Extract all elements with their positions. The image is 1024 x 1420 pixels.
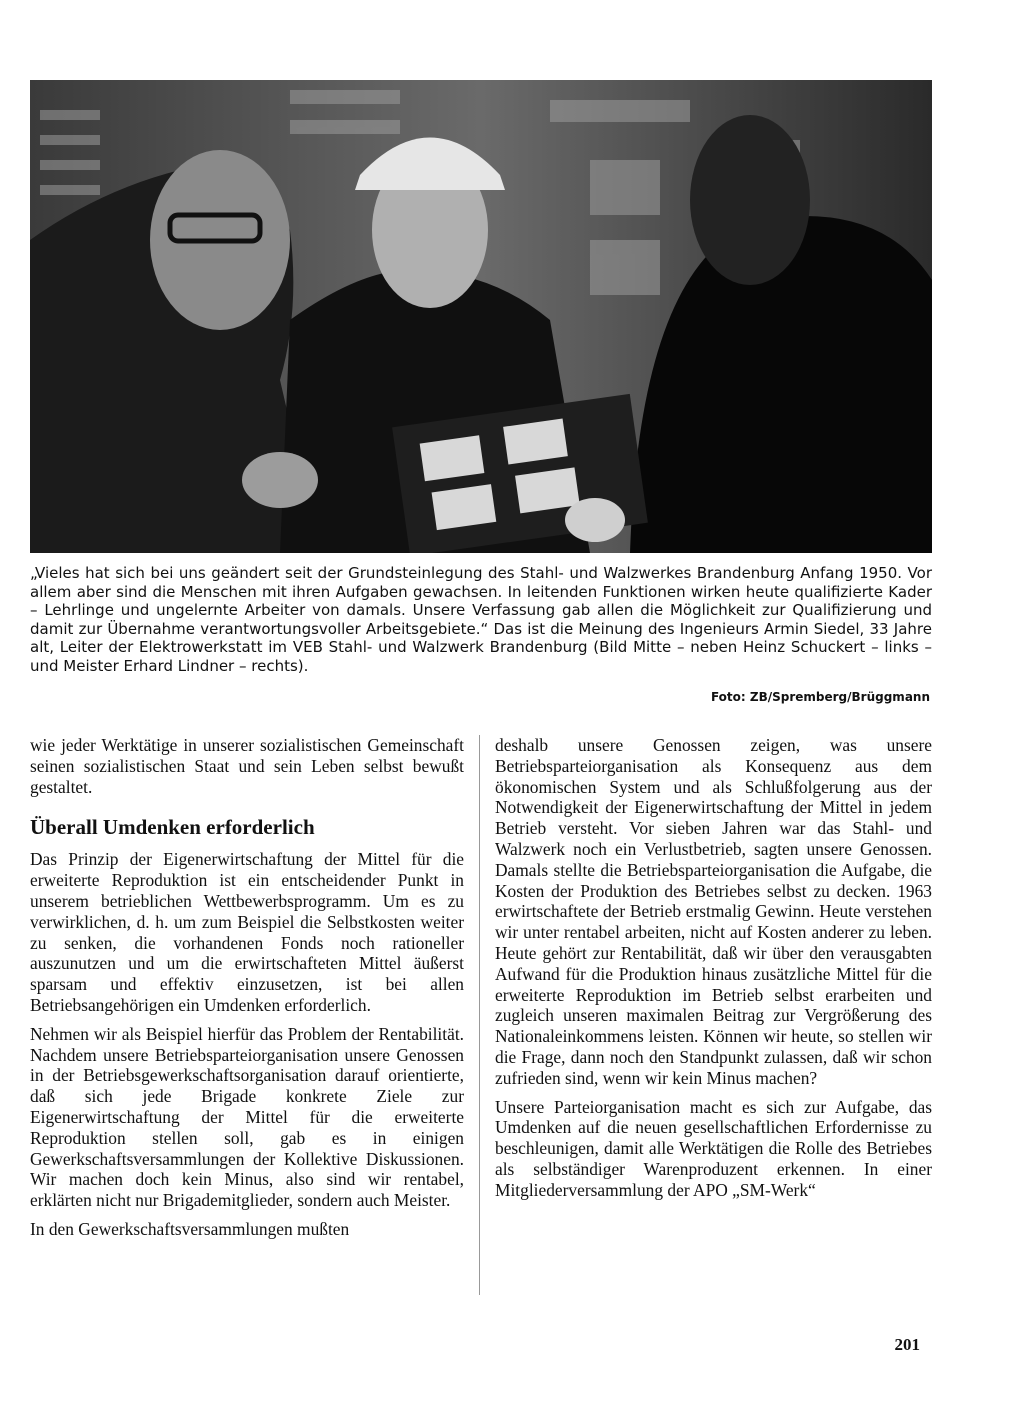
column-divider	[479, 735, 480, 1295]
left-paragraph-1: Das Prinzip der Eigenerwirtschaftung der Mittel für die erweiterte Reproduktion ist ein entscheidender Punkt in unserem betrieblichen Wettbewerbsprogramm. Um es zu verwirklichen, d. h. um zum Beispiel die Selbstkosten weiter zu senken, die vorhandenen Fonds noch rationeller auszunutzen und um die erwirtschafteten Mittel äußerst sparsam und effektiv einzusetzen, ist bei allen Betriebsangehörigen ein Umdenken erforderlich.	[30, 849, 464, 1015]
photo-illustration	[30, 80, 932, 553]
right-column	[495, 735, 932, 1209]
section-heading: Überall Umdenken erforderlich	[30, 815, 315, 840]
left-paragraph-3: In den Gewerkschaftsversammlungen mußten	[30, 1218, 350, 1239]
photo-caption	[30, 564, 932, 676]
left-paragraph-2: Nehmen wir als Beispiel hierfür das Problem der Rentabilität. Nachdem unsere Betriebsparteiorganisation unsere Genossen in der Betriebsgewerkschaftsorganisation darauf orientierte, daß sich jede Brigade konkrete Ziele zur Eigenerwirtschaftung der Mittel für die erweiterte Reproduktion stellen soll, gab es in einigen Gewerkschaftsversammlungen der Kollektive Diskussionen. Wir machen doch kein Minus, also sind wir rentabel, erklärten nicht nur Brigademitglieder, sondern auch Meister.	[30, 1023, 464, 1211]
page-number: 201	[894, 1335, 920, 1354]
caption-text: „Vieles hat sich bei uns geändert seit der Grundsteinlegung des Stahl- und Walzwerkes Brandenburg Anfang 1950. Vor allem aber sind die Menschen mit ihren Aufgaben gewachsen. In leitenden Funktionen wirken heute qualifizierte Kader – Lehrlinge und ungelernte Arbeiter von damals. Unsere Verfassung gab allen die Möglichkeit zur Qualifizierung und damit zur Übernahme verantwortungsvoller Arbeitsgebiete.“ Das ist die Meinung des Ingenieurs Armin Siedel, 33 Jahre alt, Leiter der Elektrowerkstatt im VEB Stahl- und Walzwerk Brandenburg (Bild Mitte – neben Heinz Schuckert – links – und Meister Erhard Lindner – rechts).	[30, 564, 932, 675]
article-photo	[30, 80, 932, 553]
photo-credit: Foto: ZB/Spremberg/Brüggmann	[710, 690, 930, 704]
right-paragraph-2: Unsere Parteiorganisation macht es sich zur Aufgabe, das Umdenken auf die neuen gesellschaftlichen Erfordernisse zu beschleunigen, damit alle Werktätigen die Rolle des Betriebes als selbständiger Warenproduzent erkennen. In einer Mitgliederversammlung der APO „SM-Werk“	[495, 1096, 932, 1200]
left-column	[30, 735, 464, 1246]
right-paragraph-1: deshalb unsere Genossen zeigen, was unsere Betriebsparteiorganisation als Konsequenz aus dem ökonomischen System und als Schlußfolgerung aus der Notwendigkeit der Eigenerwirtschaftung der Mittel in jedem Betrieb versteht. Vor sieben Jahren war das Stahl- und Walzwerk noch ein Verlustbetrieb, sagten unsere Genossen. Damals stellte die Betriebsparteiorganisation die Aufgabe, die Kosten der Produktion des Betriebes selbst zu decken. 1963 erwirtschaftete der Betrieb erstmalig Gewinn. Heute verstehen wir unter rentabel arbeiten, nicht auf Kosten anderer zu leben. Heute gehört zur Rentabilität, daß wir über den verausgabten Aufwand für die Produktion hinaus zusätzliche Mittel für die erweiterte Reproduktion im Betrieb selbst erarbeiten und zugleich unseren maximalen Beitrag zur Vergrößerung des Nationaleinkommens leisten. Können wir heute, so stellen wir die Frage, dann noch den Standpunkt zulassen, daß wir schon zufrieden sind, wenn wir kein Minus machen?	[495, 735, 932, 1088]
left-intro-paragraph: wie jeder Werktätige in unserer sozialistischen Gemeinschaft seinen sozialistischen Staat und sein Leben selbst bewußt gestaltet.	[30, 735, 464, 797]
